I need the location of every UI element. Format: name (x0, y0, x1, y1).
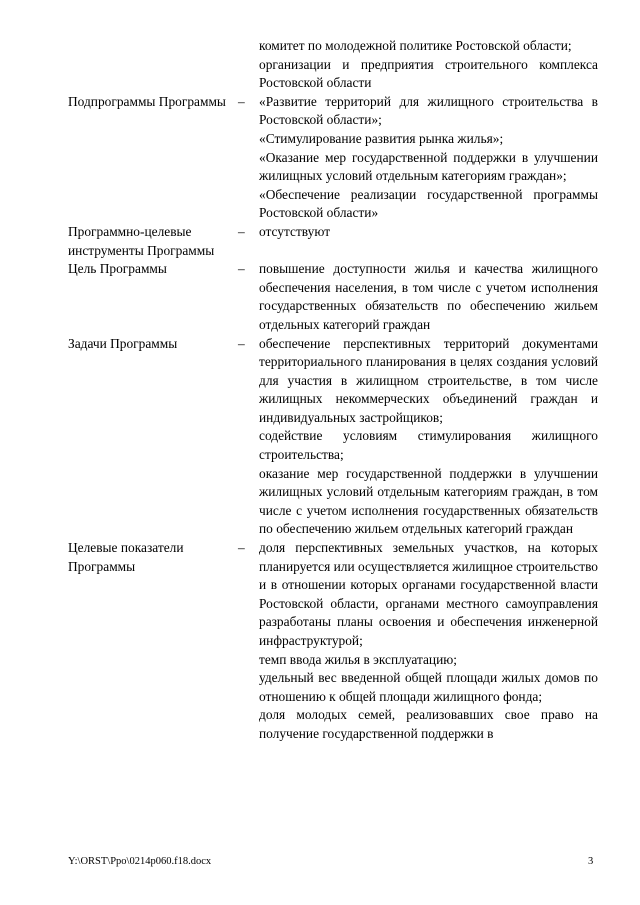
row-dash: – (238, 335, 245, 351)
row-dash (238, 37, 259, 93)
row-paragraph: отсутствуют (259, 223, 331, 239)
passport-row (68, 93, 598, 223)
row-label (68, 37, 238, 93)
row-dash: – (238, 540, 245, 556)
row-paragraph: обеспечение перспективных территорий документами территориального планирования в целях создания условий для участия в жилищном строительстве, в том числе жилищных некоммерческих объединений граждан и индивидуальных застройщиков; (259, 335, 598, 425)
row-label: Подпрограммы Программы (68, 93, 226, 109)
row-paragraph: удельный вес введенной общей площади жилых домов по отношению к общей площади жилищного фонда; (259, 670, 598, 704)
row-label: Программно-целевые инструменты Программы (68, 223, 215, 258)
passport-row (68, 223, 598, 260)
row-content (259, 93, 598, 223)
passport-row (68, 335, 598, 540)
row-paragraph: темп ввода жилья в эксплуатацию; (259, 651, 457, 667)
passport-row (68, 37, 598, 93)
row-label: Целевые показатели Программы (68, 540, 184, 574)
row-paragraph: повышение доступности жилья и качества жилищного обеспечения населения, в том числе с учетом исполнения государственных обязательств по обеспечению жильем отдельных категорий граждан (259, 261, 598, 332)
row-dash: – (238, 223, 245, 239)
footer-file-path: Y:\ORST\Ppo\0214p060.f18.docx (68, 856, 212, 867)
row-dash: – (238, 261, 245, 277)
passport-row (68, 260, 598, 334)
row-content (259, 335, 598, 540)
row-paragraph: комитет по молодежной политике Ростовской области; (259, 38, 572, 53)
row-paragraph: «Развитие территорий для жилищного строительства в Ростовской области»; (259, 93, 598, 128)
passport-row (68, 539, 598, 744)
row-paragraph: «Обеспечение реализации государственной программы Ростовской области» (259, 186, 598, 221)
passport-table (68, 37, 598, 744)
row-label: Цель Программы (68, 261, 167, 277)
footer-page-number: 3 (588, 856, 594, 867)
row-content (259, 539, 598, 744)
row-content (259, 260, 598, 334)
row-paragraph: «Стимулирование развития рынка жилья»; (259, 130, 504, 146)
row-content (259, 37, 598, 93)
row-paragraph: доля молодых семей, реализовавших свое право на получение государственной поддержки в (259, 707, 598, 741)
row-label: Задачи Программы (68, 335, 178, 351)
row-paragraph: содействие условиям стимулирования жилищного строительства; (259, 428, 598, 463)
row-dash: – (238, 93, 245, 109)
row-paragraph: доля перспективных земельных участков, на которых планируется или осуществляется жилищное строительство и в отношении которых органами государственной власти Ростовской области, органами местного самоуправления разработаны планы освоения и обеспечения инженерной инфраструктурой; (259, 540, 598, 648)
row-paragraph: «Оказание мер государственной поддержки в улучшении жилищных условий отдельным категориям граждан»; (259, 149, 598, 184)
row-content (259, 223, 598, 260)
row-paragraph: оказание мер государственной поддержки в улучшении жилищных условий отдельным категориям граждан, в том числе с учетом исполнения государственных обязательств по обеспечению жильем отдельных категорий граждан (259, 465, 598, 537)
row-paragraph: организации и предприятия строительного комплекса Ростовской области (259, 56, 598, 91)
